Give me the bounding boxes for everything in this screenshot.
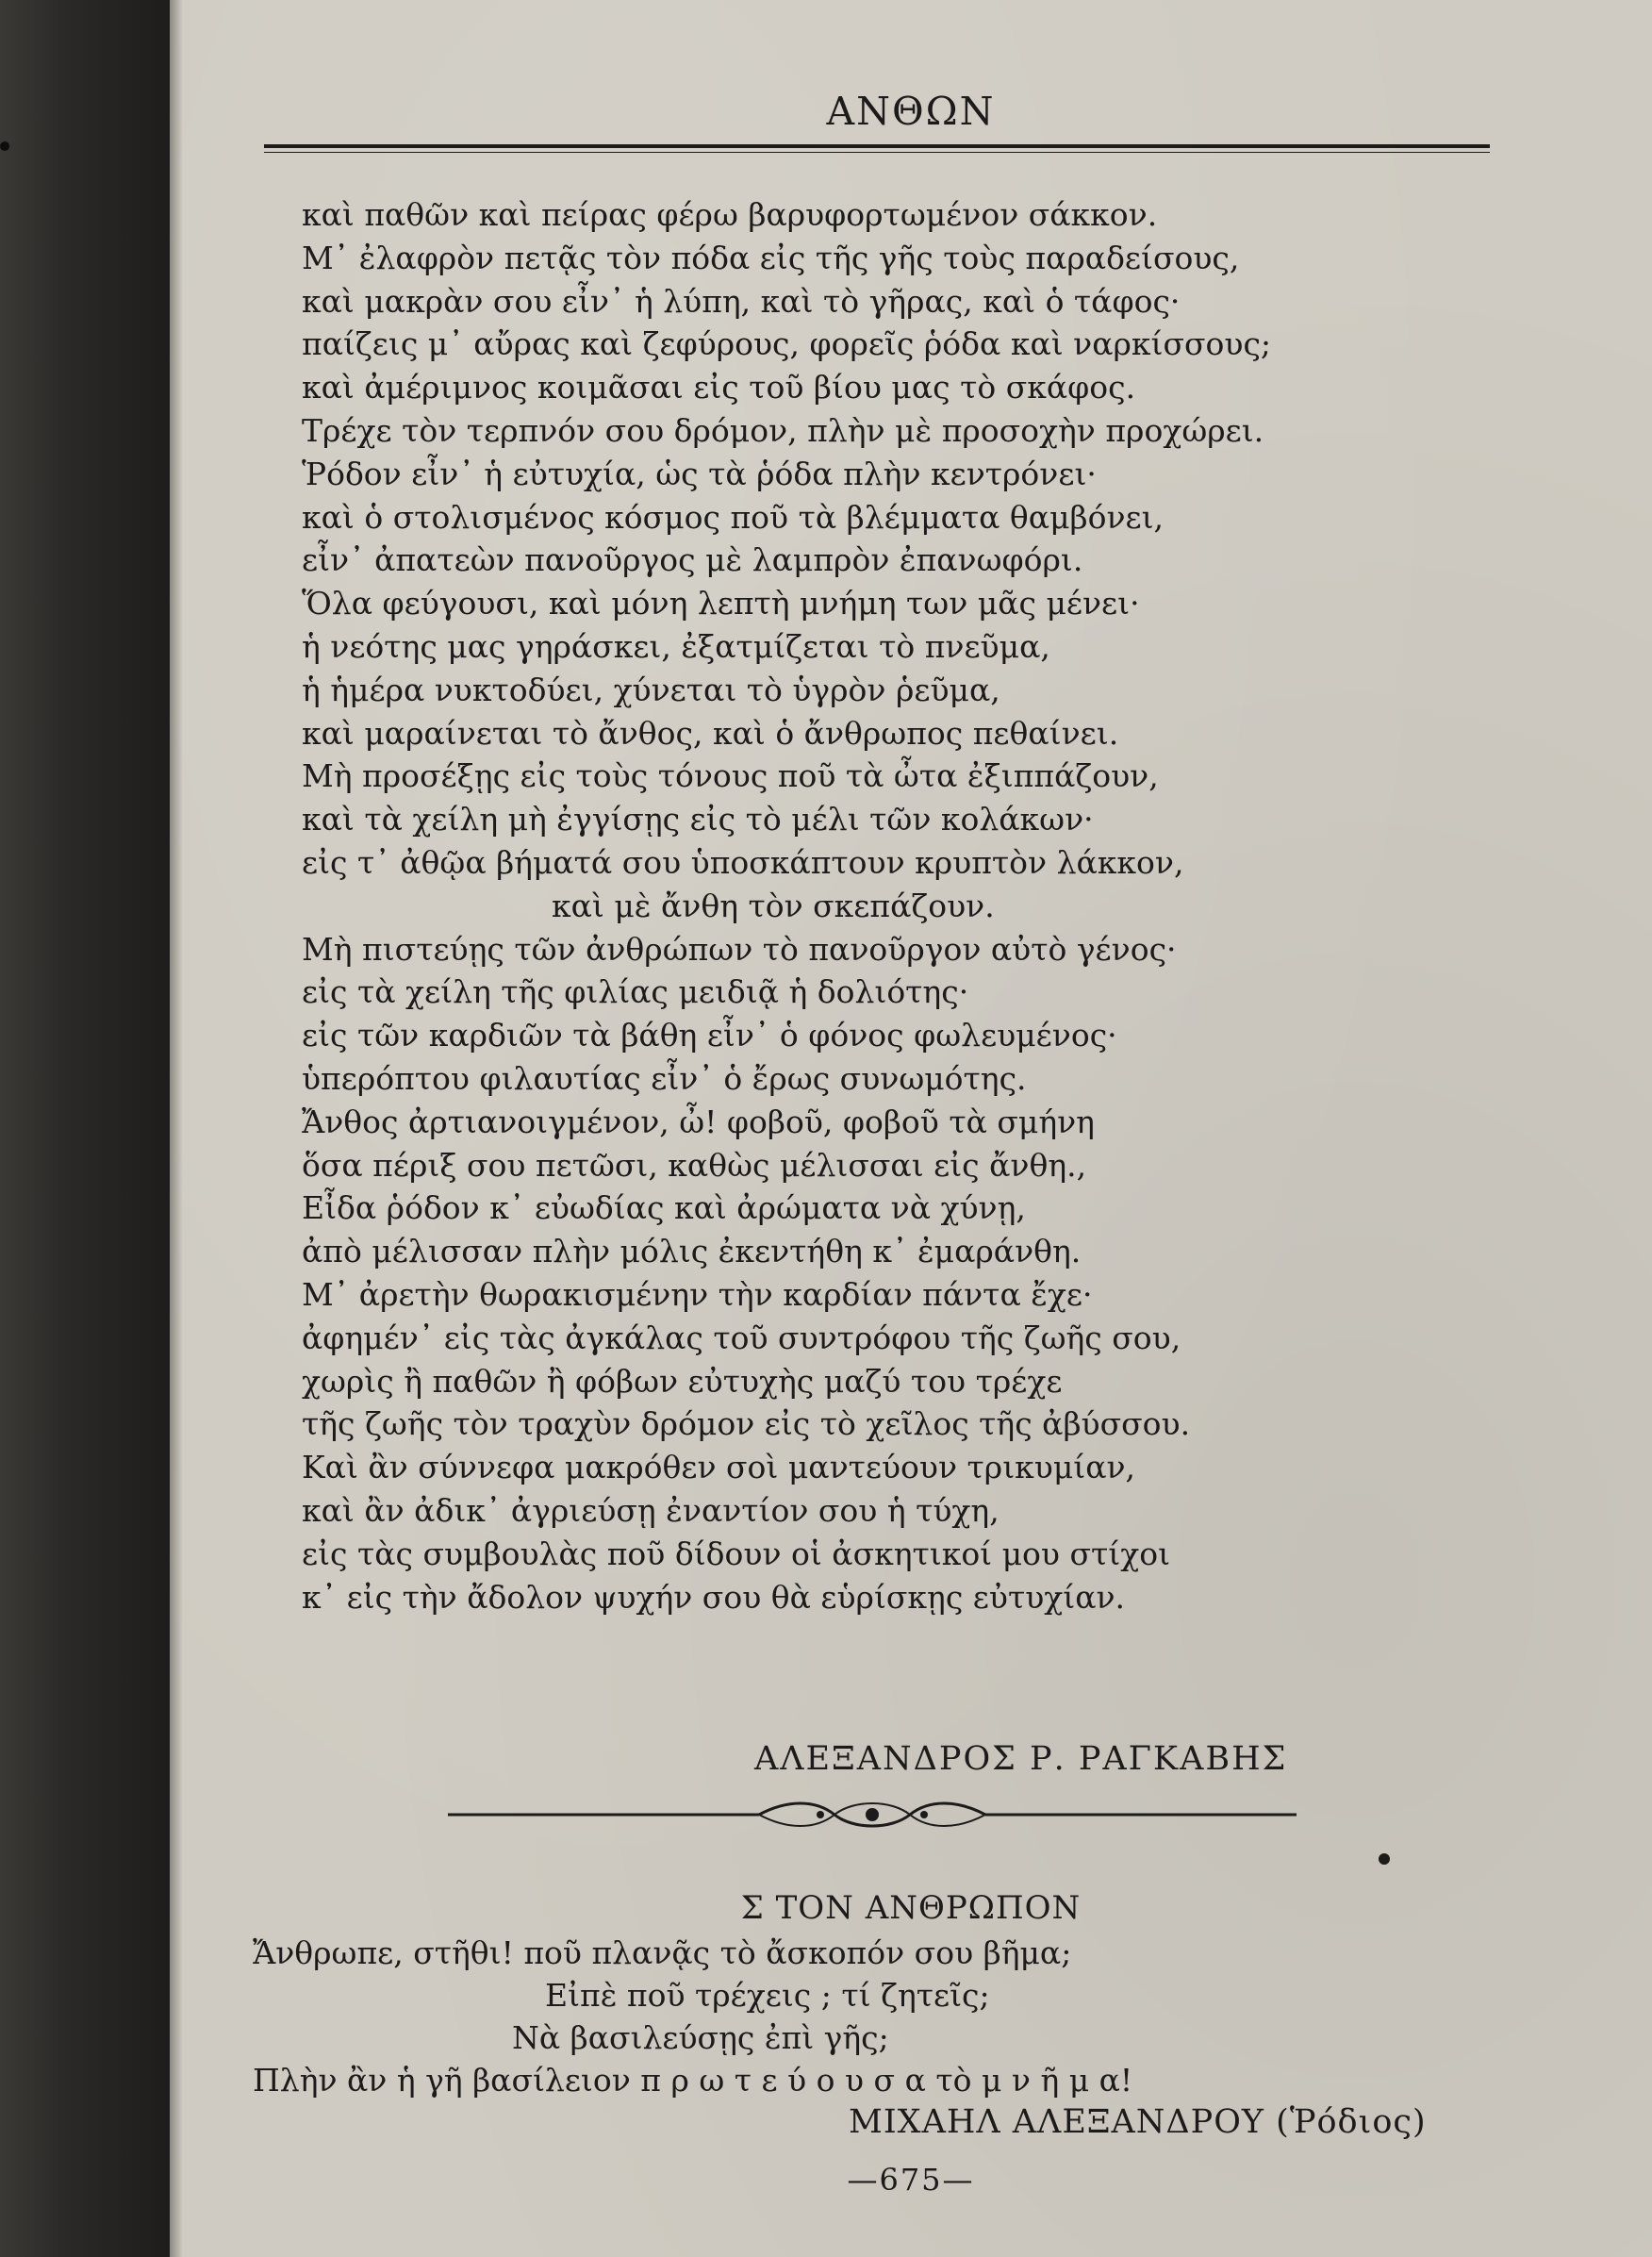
verse-line: εἶν᾽ ἀπατεὼν πανοῦργος μὲ λαμπρὸν ἐπανωφόρι. (302, 541, 1083, 579)
verse-line: ἀπὸ μέλισσαν πλὴν μόλις ἐκεντήθη κ᾽ ἐμαράνθη. (302, 1233, 1082, 1270)
verse-line: Ῥόδον εἶν᾽ ἡ εὐτυχία, ὡς τὰ ῥόδα πλὴν κεντρόνει· (302, 455, 1097, 492)
page-number: —675— (847, 2162, 975, 2198)
verse-line: Πλὴν ἂν ἡ γῆ βασίλειον π ρ ω τ ε ύ ο υ σ α τὸ μ ν ῆ μ α! (253, 2062, 1133, 2099)
verse-line: Ὅλα φεύγουσι, καὶ μόνη λεπτὴ μνήμη των μᾶς μένει· (302, 585, 1140, 622)
verse-line: καὶ τὰ χείλη μὴ ἐγγίσῃς εἰς τὸ μέλι τῶν κολάκων· (302, 801, 1094, 838)
verse-line: ὑπερόπτου φιλαυτίας εἶν᾽ ὁ ἔρως συνωμότης. (302, 1059, 1027, 1097)
header-rule (264, 144, 1490, 148)
verse-line: τῆς ζωῆς τὸν τραχὺν δρόμον εἰς τὸ χεῖλος τῆς ἀβύσσου. (302, 1405, 1191, 1443)
verse-line: καὶ ἂν ἀδικ᾽ ἀγριεύσῃ ἐναντίον σου ἡ τύχη, (302, 1491, 999, 1529)
verse-line: Εἰπὲ ποῦ τρέχεις ; τί ζητεῖς; (545, 1977, 990, 2014)
binding-mark (0, 141, 9, 151)
verse-line: εἰς τῶν καρδιῶν τὰ βάθη εἶν᾽ ὁ φόνος φωλευμένος· (302, 1017, 1117, 1054)
verse-line: καὶ μὲ ἄνθη τὸν σκεπάζουν. (552, 887, 995, 924)
verse-line: Καὶ ἂν σύννεφα μακρόθεν σοὶ μαντεύουν τρικυμίαν, (302, 1449, 1136, 1486)
poem-1 (302, 193, 1575, 1618)
verse-line: Μ᾽ ἐλαφρὸν πετᾷς τὸν πόδα εἰς τῆς γῆς τοὺς παραδείσους, (302, 239, 1240, 276)
verse-line: Μ᾽ ἀρετὴν θωρακισμένην τὴν καρδίαν πάντα ἔχε· (302, 1275, 1093, 1313)
verse-line: Εἶδα ῥόδον κ᾽ εὐωδίας καὶ ἀρώματα νὰ χύνῃ, (302, 1189, 1026, 1227)
author-signature: ΜΙΧΑΗΛ ΑΛΕΞΑΝΔΡΟΥ (Ῥόδιος) (849, 2103, 1427, 2141)
verse-line: εἰς τὰς συμβουλὰς ποῦ δίδουν οἱ ἀσκητικοί μου στίχοι (302, 1535, 1171, 1572)
verse-line: Ἄνθρωπε, στῆθι! ποῦ πλανᾷς τὸ ἄσκοπόν σου βῆμα; (253, 1934, 1072, 1971)
verse-line: ἡ ἡμέρα νυκτοδύει, χύνεται τὸ ὑγρὸν ῥεῦμα, (302, 671, 1000, 708)
verse-line: εἰς τὰ χείλη τῆς φιλίας μειδιᾷ ἡ δολιότης· (302, 973, 969, 1011)
ornamental-divider (448, 1798, 1297, 1832)
author-signature: ΑΛΕΞΑΝΔΡΟΣ Ρ. ΡΑΓΚΑΒΗΣ (754, 1740, 1288, 1778)
poem-2-title: Σ ΤΟΝ ΑΝΘΡΩΠΟΝ (740, 1889, 1082, 1927)
verse-line: καὶ ὁ στολισμένος κόσμος ποῦ τὰ βλέμματα θαμβόνει, (302, 498, 1165, 536)
verse-line: Ἄνθος ἀρτιανοιγμένον, ὦ! φοβοῦ, φοβοῦ τὰ σμήνη (302, 1103, 1095, 1140)
verse-line: Μὴ προσέξῃς εἰς τοὺς τόνους ποῦ τὰ ὦτα ἐξιππάζουν, (302, 757, 1159, 795)
verse-line: Νὰ βασιλεύσῃς ἐπὶ γῆς; (512, 2019, 889, 2056)
verse-line: καὶ μακρὰν σου εἶν᾽ ἡ λύπη, καὶ τὸ γῆρας, καὶ ὁ τάφος· (302, 282, 1181, 320)
verse-line: καὶ παθῶν καὶ πείρας φέρω βαρυφορτωμένον σάκκον. (302, 196, 1158, 233)
verse-line: χωρὶς ἢ παθῶν ἢ φόβων εὐτυχὴς μαζύ του τρέχε (302, 1362, 1063, 1400)
ink-spot (1379, 1853, 1390, 1865)
verse-line: Μὴ πιστεύῃς τῶν ἀνθρώπων τὸ πανοῦργον αὐτὸ γένος· (302, 930, 1177, 968)
book-page (170, 0, 1652, 2257)
verse-line: ἡ νεότης μας γηράσκει, ἐξατμίζεται τὸ πνεῦμα, (302, 627, 1050, 665)
verse-line: καὶ μαραίνεται τὸ ἄνθος, καὶ ὁ ἄνθρωπος πεθαίνει. (302, 714, 1119, 752)
verse-line: Τρέχε τὸν τερπνόν σου δρόμον, πλὴν μὲ προσοχὴν προχώρει. (302, 411, 1264, 449)
scanner-background (0, 0, 170, 2257)
verse-line: εἰς τ᾽ ἀθῷα βήματά σου ὑποσκάπτουν κρυπτὸν λάκκον, (302, 843, 1184, 881)
verse-line: παίζεις μ᾽ αὔρας καὶ ζεφύρους, φορεῖς ῥόδα καὶ ναρκίσσους; (302, 325, 1272, 363)
verse-line: ἀφημέν᾽ εἰς τὰς ἀγκάλας τοῦ συντρόφου τῆς ζωῆς σου, (302, 1319, 1181, 1356)
running-head: ΑΝΘΩΝ (826, 89, 996, 134)
verse-line: ὅσα πέριξ σου πετῶσι, καθὼς μέλισσαι εἰς ἄνθη., (302, 1146, 1087, 1184)
verse-line: καὶ ἀμέριμνος κοιμᾶσαι εἰς τοῦ βίου μας τὸ σκάφος. (302, 369, 1136, 407)
verse-line: κ᾽ εἰς τὴν ἄδολον ψυχήν σου θὰ εὑρίσκῃς εὐτυχίαν. (302, 1578, 1126, 1616)
poem-2 (253, 1932, 1554, 2101)
